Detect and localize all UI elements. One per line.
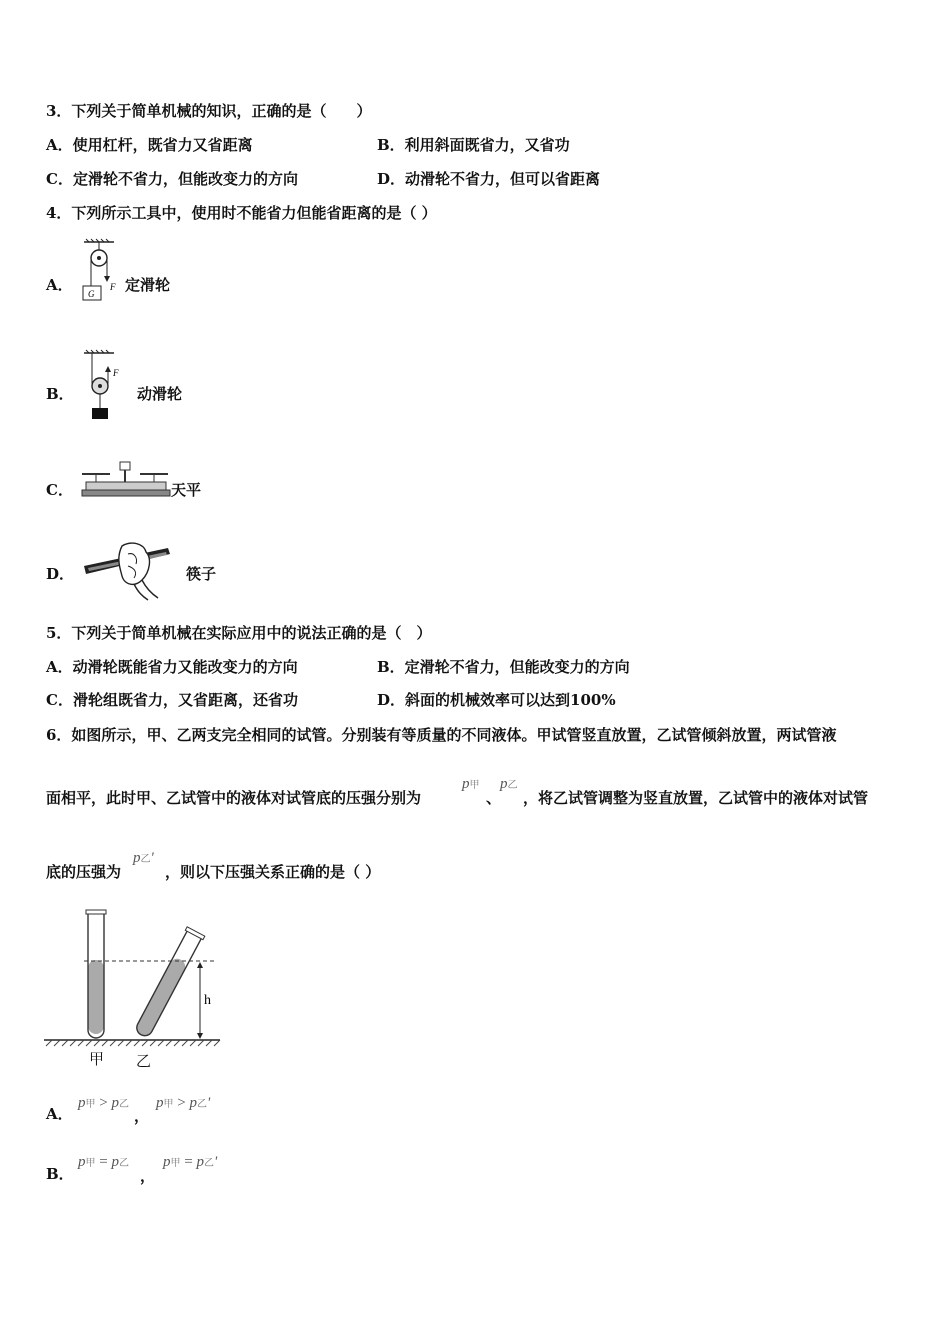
p-yi-prime-symbol: p乙' [133,850,154,866]
q4-option-a-text: 定滑轮 [125,276,171,294]
q6-option-a-comma: ， [134,1107,150,1125]
q6-option-b-label: B． [46,1165,74,1183]
tube-yi-caption: 乙 [136,1052,152,1070]
q6-stem-line3a: 底的压强为 [46,863,122,881]
q5-option-a: A．动滑轮既能省力又能改变力的方向 [46,658,298,676]
test-tube-figure [44,908,224,1070]
chopsticks-figure [82,538,174,602]
q4-option-c-text: 天平 [171,481,202,499]
force-label: F [110,282,116,292]
movable-pulley-figure [80,350,124,422]
q6-stem-line3b: ，则以下压强关系正确的是（ ） [165,863,381,881]
q5-option-b: B．定滑轮不省力，但能改变力的方向 [377,658,630,676]
q3-option-a: A．使用杠杆，既省力又省距离 [46,136,253,154]
q4-option-d-text: 筷子 [186,565,217,583]
q4-option-c-label: C． [46,481,73,499]
balance-scale-figure [80,460,172,500]
q6-option-b-relation-2: p甲 = p乙' [163,1154,218,1170]
q4-option-b-text: 动滑轮 [137,385,183,403]
q6-option-a-relation-2: p甲 > p乙' [156,1095,211,1111]
q6-stem-line2a: 面相平，此时甲、乙试管中的液体对试管底的压强分别为 [46,789,422,807]
height-label: h [204,993,211,1008]
q3-option-b: B．利用斜面既省力，又省功 [377,136,570,154]
weight-label: G [88,289,95,299]
q5-option-d: D．斜面的机械效率可以达到100% [377,691,616,709]
q3-stem: 3．下列关于简单机械的知识，正确的是（ ） [46,102,372,120]
q6-stem-line2-separator: 、 [486,789,502,807]
q3-option-c: C．定滑轮不省力，但能改变力的方向 [46,170,298,188]
q6-option-b-comma: ， [140,1167,156,1185]
tube-jia-caption: 甲 [89,1050,105,1068]
p-jia-symbol: p甲 [462,776,480,792]
q4-option-d-label: D． [46,565,75,583]
q4-option-b-label: B． [46,385,74,403]
q6-option-b-relation-1: p甲 = p乙 [78,1154,129,1170]
q5-stem: 5．下列关于简单机械在实际应用中的说法正确的是（ ） [46,624,432,642]
q4-option-a-label: A． [46,276,73,294]
q6-stem-line1: 6．如图所示，甲、乙两支完全相同的试管。分别装有等质量的不同液体。甲试管竖直放置，乙试管倾斜放置，两试管液 [46,726,837,744]
q3-option-d: D．动滑轮不省力，但可以省距离 [377,170,601,188]
p-yi-symbol: p乙 [500,776,518,792]
q6-stem-line2c: ，将乙试管调整为竖直放置，乙试管中的液体对试管 [523,789,869,807]
fixed-pulley-figure [78,238,122,304]
q6-option-a-relation-1: p甲 > p乙 [78,1095,129,1111]
q4-stem: 4．下列所示工具中，使用时不能省力但能省距离的是（ ） [46,204,437,222]
force-label-b: F [113,368,119,378]
q6-option-a-label: A． [46,1105,73,1123]
q5-option-c: C．滑轮组既省力，又省距离，还省功 [46,691,298,709]
